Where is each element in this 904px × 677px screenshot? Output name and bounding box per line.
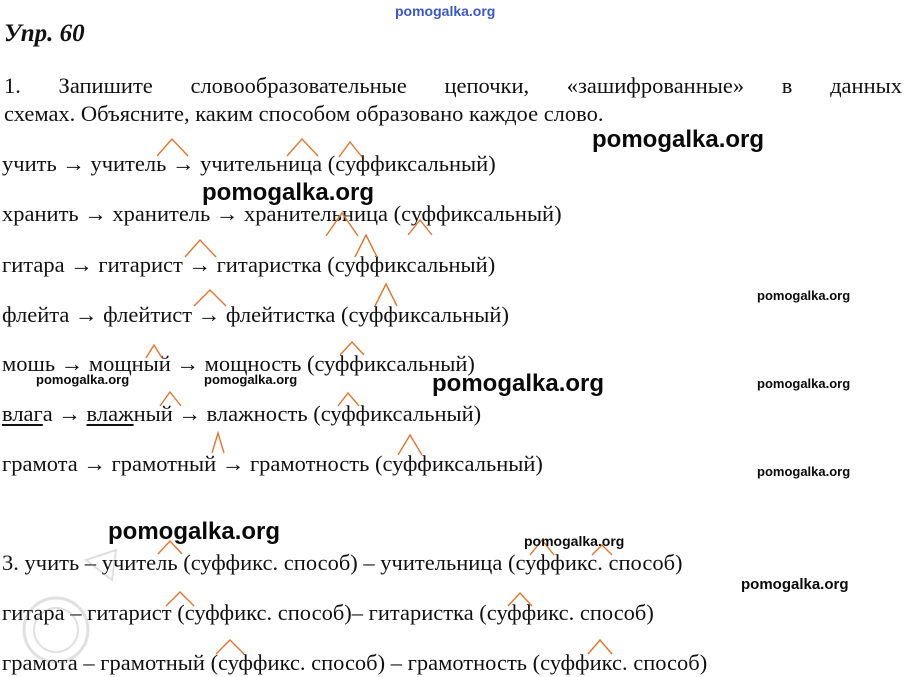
watermark: pomogalka.org: [202, 179, 375, 206]
watermark: pomogalka.org: [757, 288, 851, 303]
watermark: pomogalka.org: [36, 372, 130, 387]
stamp-icon: [16, 540, 126, 670]
answer-line-2: гитара – гитарист (суффикс. способ)– гитаристка (суффикс. способ): [2, 600, 654, 625]
root-underlined-1: влаг: [2, 401, 43, 426]
watermark: pomogalka.org: [108, 518, 281, 545]
chain-line-1: учить → учитель → учительница (суффиксальный): [2, 151, 496, 176]
watermark: pomogalka.org: [432, 370, 605, 397]
watermark-top: pomogalka.org: [395, 3, 496, 19]
root-underlined-2: влаж: [86, 401, 134, 426]
chain-6-text-b: ный → влажность (суффиксальный): [133, 401, 482, 426]
chain-line-5: мошь → мощный → мощность (суффиксальный): [2, 351, 475, 376]
chain-line-4: флейта → флейтист → флейтистка (суффиксальный): [2, 302, 509, 327]
answer-line-3: грамота – грамотный (суффикс. способ) – грамотность (суффикс. способ): [2, 650, 708, 675]
chain-line-7: грамота → грамотный → грамотность (суффиксальный): [2, 451, 543, 476]
answer-line-1: 3. учить – учитель (суффикс. способ) – учительница (суффикс. способ): [2, 550, 683, 575]
suffix-mark: [212, 433, 224, 453]
watermark: pomogalka.org: [741, 576, 849, 593]
task-line-2: схемах. Объясните, каким способом образовано каждое слово.: [4, 101, 604, 126]
chain-line-2: хранить → хранитель → хранительница (суффиксальный): [2, 201, 562, 226]
chain-line-3: гитара → гитарист → гитаристка (суффиксальный): [2, 252, 496, 277]
watermark: pomogalka.org: [592, 126, 765, 153]
watermark: pomogalka.org: [757, 464, 851, 479]
chain-6-text-a: а →: [42, 401, 87, 426]
task-line-1: 1. Запишите словообразовательные цепочки, «зашифрованные» в данных: [4, 73, 902, 98]
watermark: pomogalka.org: [204, 372, 298, 387]
watermark: pomogalka.org: [524, 533, 625, 549]
chain-line-6: [2, 401, 481, 427]
exercise-title: Упр. 60: [4, 20, 85, 47]
watermark: pomogalka.org: [757, 376, 851, 391]
